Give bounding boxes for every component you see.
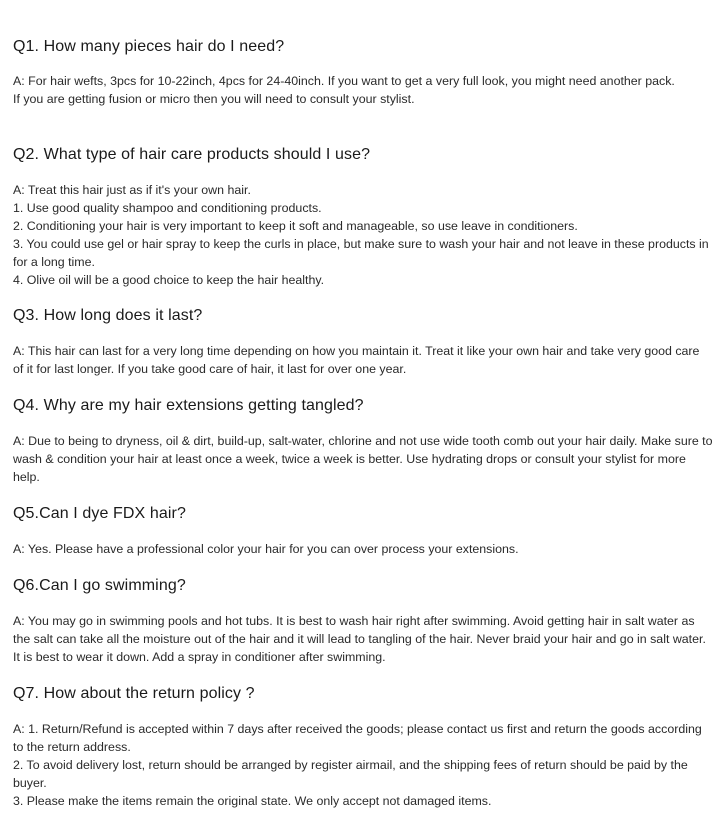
faq-question: Q7. How about the return policy ?: [13, 685, 255, 702]
faq-item-q4: [13, 396, 713, 486]
faq-question: Q3. How long does it last?: [13, 307, 203, 324]
faq-item-q1: [13, 37, 713, 108]
faq-answer: [13, 342, 713, 378]
answer-paragraph: 2. To avoid delivery lost, return should be arranged by register airmail, and the shipping fees of return should be paid by the buyer.: [13, 758, 688, 790]
answer-paragraph: 4. Olive oil will be a good choice to keep the hair healthy.: [13, 273, 325, 287]
faq-item-q7: [13, 684, 713, 810]
faq-item-q2: [13, 145, 713, 289]
faq-answer: [13, 72, 713, 108]
faq-question: Q6.Can I go swimming?: [13, 577, 186, 594]
faq-answer: [13, 540, 713, 558]
faq-question: Q1. How many pieces hair do I need?: [13, 38, 285, 55]
answer-paragraph: A: This hair can last for a very long time depending on how you maintain it. Treat it like your own hair and take very good care of it for last longer. If you take good care of hair, it last for over one year.: [13, 344, 700, 376]
faq-answer: [13, 612, 713, 666]
answer-paragraph: A: 1. Return/Refund is accepted within 7 days after received the goods; please contact us first and return the goods according to the return address.: [13, 722, 702, 754]
answer-paragraph: 3. Please make the items remain the original state. We only accept not damaged items.: [13, 794, 492, 808]
answer-paragraph: A: For hair wefts, 3pcs for 10-22inch, 4pcs for 24-40inch. If you want to get a very full look, you might need another pack.: [13, 74, 675, 88]
faq-answer: [13, 432, 713, 486]
faq-answer: [13, 720, 713, 810]
answer-paragraph: 1. Use good quality shampoo and conditioning products.: [13, 201, 322, 215]
faq-question: Q4. Why are my hair extensions getting tangled?: [13, 397, 364, 414]
faq-item-q6: [13, 576, 713, 666]
faq-item-q3: [13, 306, 713, 378]
answer-paragraph: 3. You could use gel or hair spray to keep the curls in place, but make sure to wash your hair and not leave in these products in for a long time.: [13, 237, 709, 269]
answer-paragraph: If you are getting fusion or micro then you will need to consult your stylist.: [13, 92, 415, 106]
answer-paragraph: A: Treat this hair just as if it's your own hair.: [13, 183, 251, 197]
faq-question: Q5.Can I dye FDX hair?: [13, 505, 186, 522]
faq-answer: [13, 181, 713, 289]
answer-paragraph: A: You may go in swimming pools and hot tubs. It is best to wash hair right after swimming. Avoid getting hair in salt water as the salt can take all the moisture out of the hair and it will lead to tangling of the hair. Never braid your hair and go in salt water. It is best to wear it down. Add a spray in conditioner after swimming.: [13, 614, 706, 664]
faq-item-q5: [13, 504, 713, 558]
answer-paragraph: A: Due to being to dryness, oil & dirt, build-up, salt-water, chlorine and not use wide tooth comb out your hair daily. Make sure to wash & condition your hair at least once a week, twice a week is better. Use hydrating drops or consult your stylist for more help.: [13, 434, 713, 484]
answer-paragraph: 2. Conditioning your hair is very important to keep it soft and manageable, so use leave in conditioners.: [13, 219, 578, 233]
faq-question: Q2. What type of hair care products should I use?: [13, 146, 371, 163]
answer-paragraph: A: Yes. Please have a professional color your hair for you can over process your extensions.: [13, 542, 519, 556]
